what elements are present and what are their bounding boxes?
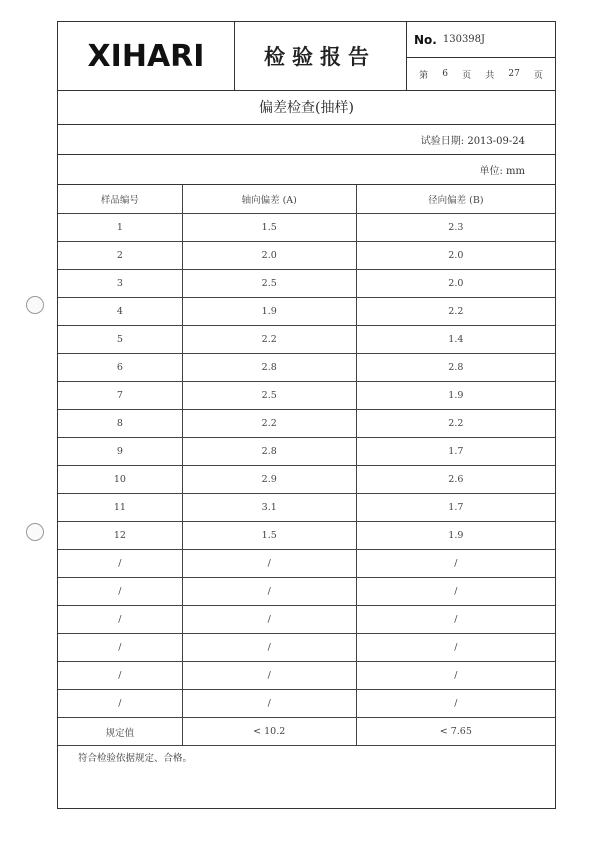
table-cell: 1.7 — [356, 494, 555, 522]
table-cell: < 7.65 — [356, 718, 555, 746]
table-cell: / — [182, 606, 356, 634]
table-cell: / — [58, 578, 182, 606]
table-cell: 10 — [58, 466, 182, 494]
table-cell: 2.2 — [356, 410, 555, 438]
table-cell: / — [182, 550, 356, 578]
table-row — [58, 382, 555, 410]
table-row — [58, 550, 555, 578]
table-cell: 11 — [58, 494, 182, 522]
table-cell: 2.0 — [356, 242, 555, 270]
table-cell: 2.5 — [182, 270, 356, 298]
test-date: 试验日期: 2013-09-24 — [58, 125, 555, 155]
page-total: 27 — [508, 69, 520, 79]
table-row — [58, 690, 555, 718]
column-header: 径向偏差 (B) — [356, 185, 555, 214]
table-cell: < 10.2 — [182, 718, 356, 746]
table-row — [58, 326, 555, 354]
table-cell: 2.8 — [182, 354, 356, 382]
table-cell: 2.9 — [182, 466, 356, 494]
page-ye: 页 — [462, 70, 472, 81]
table-row — [58, 494, 555, 522]
table-cell: 1.5 — [182, 522, 356, 550]
report-title: 检验报告 — [234, 22, 407, 90]
table-cell: 2.2 — [356, 298, 555, 326]
table-row — [58, 662, 555, 690]
table-row — [58, 578, 555, 606]
section-title: 偏差检查(抽样) — [58, 90, 555, 125]
table-cell: / — [356, 690, 555, 718]
table-cell: 3.1 — [182, 494, 356, 522]
table-row — [58, 298, 555, 326]
conclusion-text: 符合检验依据规定、合格。 — [78, 753, 193, 764]
table-cell: 8 — [58, 410, 182, 438]
table-cell: / — [58, 690, 182, 718]
table-cell: 1 — [58, 214, 182, 242]
spec-row — [58, 718, 555, 746]
table-row — [58, 634, 555, 662]
table-cell: 2.3 — [356, 214, 555, 242]
table-cell: / — [356, 606, 555, 634]
table-cell: / — [356, 578, 555, 606]
table-cell: / — [182, 578, 356, 606]
page-ye2: 页 — [533, 70, 543, 81]
table-cell: 1.9 — [182, 298, 356, 326]
report-header — [58, 22, 555, 91]
table-cell: 7 — [58, 382, 182, 410]
table-cell: 2.5 — [182, 382, 356, 410]
table-cell: 规定值 — [58, 718, 182, 746]
table-cell: 1.4 — [356, 326, 555, 354]
table-header-row — [58, 185, 555, 214]
table-row — [58, 354, 555, 382]
table-cell: / — [58, 550, 182, 578]
punch-hole-bottom — [26, 523, 44, 541]
table-cell: 1.9 — [356, 522, 555, 550]
table-cell: 3 — [58, 270, 182, 298]
table-cell: 2.0 — [356, 270, 555, 298]
page-di: 第 — [419, 70, 429, 81]
report-number — [406, 22, 556, 58]
table-cell: / — [58, 662, 182, 690]
table-cell: 12 — [58, 522, 182, 550]
table-row — [58, 522, 555, 550]
table-row — [58, 242, 555, 270]
report-number-value: 130398J — [442, 34, 486, 45]
page-gong: 共 — [485, 70, 495, 81]
table-cell: 5 — [58, 326, 182, 354]
column-header: 样品编号 — [58, 185, 182, 214]
table-row — [58, 466, 555, 494]
table-cell: 1.9 — [356, 382, 555, 410]
table-cell: 1.7 — [356, 438, 555, 466]
table-cell: / — [58, 606, 182, 634]
table-cell: 6 — [58, 354, 182, 382]
table-cell: / — [182, 634, 356, 662]
page-current: 6 — [442, 69, 448, 79]
table-cell: 1.5 — [182, 214, 356, 242]
report-number-label: No. — [414, 32, 437, 47]
column-header: 轴向偏差 (A) — [182, 185, 356, 214]
table-cell: / — [356, 550, 555, 578]
report-frame — [57, 21, 556, 809]
table-cell: 2.2 — [182, 410, 356, 438]
table-cell: 2.8 — [356, 354, 555, 382]
table-cell: 9 — [58, 438, 182, 466]
table-row — [58, 410, 555, 438]
table-row — [58, 606, 555, 634]
table-cell: / — [182, 690, 356, 718]
table-row — [58, 214, 555, 242]
table-body — [58, 214, 555, 746]
table-row — [58, 270, 555, 298]
table-cell: 2.8 — [182, 438, 356, 466]
page-indicator — [406, 58, 556, 90]
unit-label: 单位: mm — [58, 155, 555, 185]
table-cell: 2 — [58, 242, 182, 270]
deviation-table — [58, 185, 555, 746]
table-cell: 2.6 — [356, 466, 555, 494]
table-cell: 4 — [58, 298, 182, 326]
company-logo: XIHARI — [58, 22, 235, 90]
table-cell: 2.2 — [182, 326, 356, 354]
table-cell: 2.0 — [182, 242, 356, 270]
table-cell: / — [356, 662, 555, 690]
table-cell: / — [182, 662, 356, 690]
punch-hole-top — [26, 296, 44, 314]
table-row — [58, 438, 555, 466]
table-cell: / — [58, 634, 182, 662]
table-cell: / — [356, 634, 555, 662]
